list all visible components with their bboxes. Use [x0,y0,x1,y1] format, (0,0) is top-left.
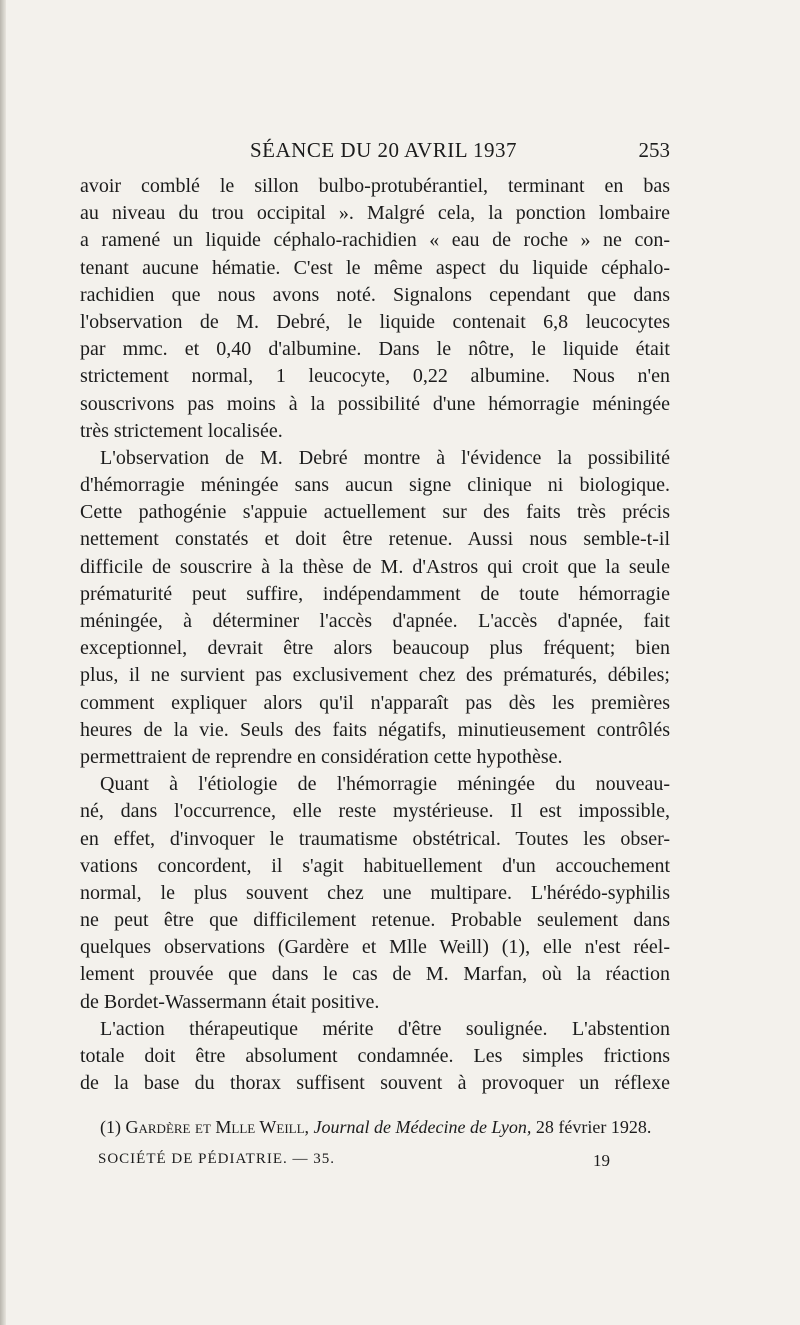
footnote [100,1117,670,1138]
text-line: de la base du thorax suffisent souvent à provoquer un réflexe [80,1072,670,1095]
text-line: de Bordet-Wassermann était positive. [80,990,380,1013]
page-number: 253 [638,138,670,162]
text-line: exceptionnel, devrait être alors beaucoup plus fréquent; bien [80,637,670,660]
paragraph-start-line: L'observation de M. Debré montre à l'évidence la possibilité [100,446,670,469]
text-line: quelques observations (Gardère et Mlle Weill) (1), elle n'est réel- [80,936,670,959]
text-line: souscrivons pas moins à la possibilité d'une hémorragie méningée [80,392,670,415]
text-line: permettraient de reprendre en considération cette hypothèse. [80,745,563,768]
text-line: en effet, d'invoquer le traumatisme obstétrical. Toutes les obser- [80,827,670,850]
text-line: rachidien que nous avons noté. Signalons cependant que dans [80,283,670,306]
text-line: méningée, à déterminer l'accès d'apnée. L'accès d'apnée, fait [80,610,670,632]
text-line: tenant aucune hématie. C'est le même aspect du liquide céphalo- [80,256,670,279]
footnote-marker: (1) [100,1117,121,1137]
footnote-journal: Journal de Médecine de Lyon, [313,1117,532,1137]
text-line: au niveau du trou occipital ». Malgré cela, la ponction lombaire [80,202,670,225]
text-line: lement prouvée que dans le cas de M. Marfan, où la réaction [80,963,670,986]
text-line: strictement normal, 1 leucocyte, 0,22 albumine. Nous n'en [80,365,670,388]
text-line: comment expliquer alors qu'il n'apparaît pas dès les premières [80,691,670,714]
text-line: vations concordent, il s'agit habituellement d'un accouchement [80,854,670,877]
signature-label: SOCIÉTÉ DE PÉDIATRIE. — 35. [98,1151,335,1167]
text-line: l'observation de M. Debré, le liquide contenait 6,8 leucocytes [80,310,670,333]
text-line: a ramené un liquide céphalo-rachidien « eau de roche » ne con- [80,229,670,252]
running-head: SÉANCE DU 20 AVRIL 1937 [250,138,518,162]
paragraph-start-line: Quant à l'étiologie de l'hémorragie méningée du nouveau- [100,773,670,796]
page-header [80,138,670,168]
body-text [80,173,670,1097]
text-line: Cette pathogénie s'appuie actuellement sur des faits très précis [80,501,670,524]
text-line: heures de la vie. Seuls des faits négatifs, minutieusement contrôlés [80,718,670,741]
page-edge-shadow [0,0,6,1325]
footnote-authors: Gardère et Mlle Weill, [125,1117,310,1137]
footnote-date: 28 février 1928. [535,1117,652,1137]
paragraph-start-line: L'action thérapeutique mérite d'être soulignée. L'abstention [100,1017,670,1040]
text-line: normal, le plus souvent chez une multipare. L'hérédo-syphilis [80,881,670,904]
text-line: totale doit être absolument condamnée. Les simples frictions [80,1045,670,1067]
text-line: difficile de souscrire à la thèse de M. d'Astros qui croit que la seule [80,555,670,578]
signature-number: 19 [593,1151,610,1170]
text-line: d'hémorragie méningée sans aucun signe clinique ni biologique. [80,474,670,497]
text-line: très strictement localisée. [80,419,283,442]
text-line: ne peut être que difficilement retenue. Probable seulement dans [80,909,670,932]
text-line: par mmc. et 0,40 d'albumine. Dans le nôtre, le liquide était [80,338,670,361]
text-line: nettement constatés et doit être retenue. Aussi nous semble-t-il [80,528,670,551]
printer-signature [98,1151,610,1175]
text-line: né, dans l'occurrence, elle reste mystérieuse. Il est impossible, [80,800,670,823]
text-line: plus, il ne survient pas exclusivement chez des prématurés, débiles; [80,664,670,687]
text-line: prématurité peut suffire, indépendamment de toute hémorragie [80,582,670,605]
text-line: avoir comblé le sillon bulbo-protubérantiel, terminant en bas [80,175,670,197]
